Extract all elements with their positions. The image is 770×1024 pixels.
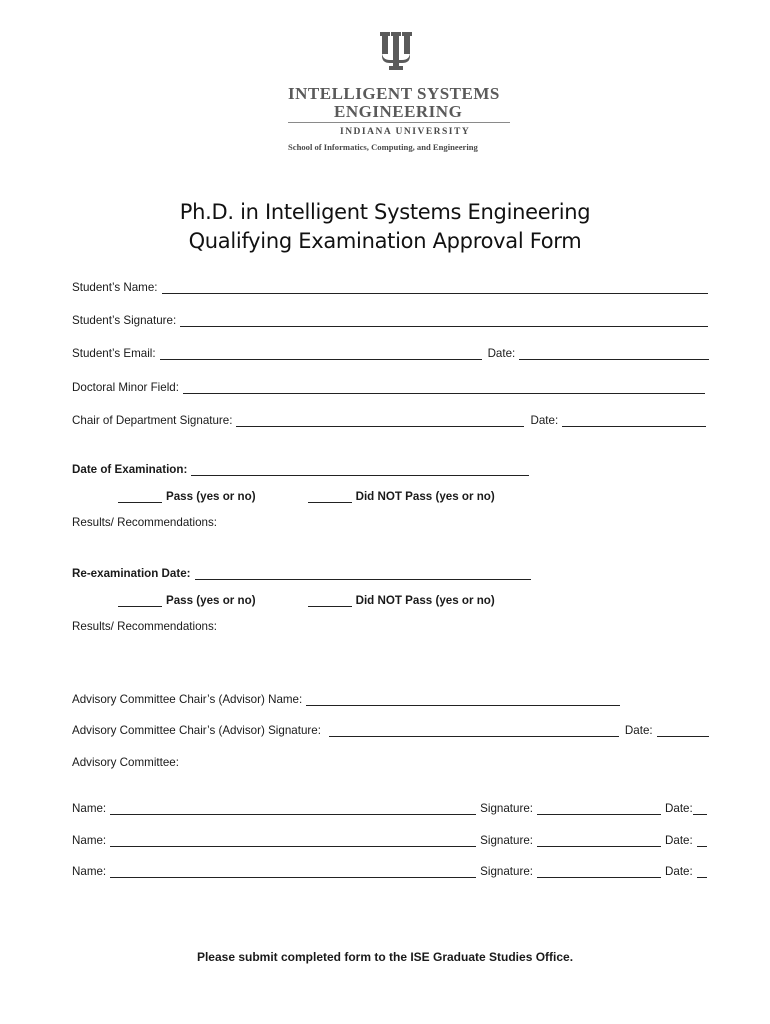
form-title-line1: Ph.D. in Intelligent Systems Engineering (179, 200, 591, 224)
advisory-committee-row (72, 756, 179, 769)
student-signature-field[interactable] (180, 314, 708, 327)
advisor-date-field[interactable] (657, 724, 709, 737)
advisor-date-label: Date: (624, 724, 653, 737)
reexam-did-not-pass-field[interactable] (308, 594, 352, 607)
reexam-date-field[interactable] (195, 567, 531, 580)
committee-member-row-1 (72, 802, 707, 815)
student-email-row (72, 347, 709, 360)
advisory-committee-label: Advisory Committee: (72, 756, 179, 769)
student-signature-row (72, 314, 708, 327)
committee-member-row-2 (72, 834, 707, 847)
student-name-label: Student’s Name: (72, 281, 158, 294)
member-name-field[interactable] (110, 802, 476, 815)
minor-field-input[interactable] (183, 381, 705, 394)
submission-note: Please submit completed form to the ISE Graduate Studies Office. (196, 950, 574, 964)
pass-label: Pass (yes or no) (166, 490, 256, 503)
member-signature-label: Signature: (480, 865, 534, 878)
student-email-label: Student’s Email: (72, 347, 156, 360)
advisor-signature-label: Advisory Committee Chair’s (Advisor) Signature: (72, 724, 321, 737)
member-signature-field[interactable] (537, 802, 661, 815)
reexam-results-row (72, 620, 217, 633)
reexam-pass-label: Pass (yes or no) (166, 594, 256, 607)
member-date-field[interactable] (697, 834, 707, 847)
member-signature-label: Signature: (480, 802, 534, 815)
form-title-line2: Qualifying Examination Approval Form (188, 229, 582, 253)
member-name-field[interactable] (110, 865, 476, 878)
student-email-field[interactable] (160, 347, 482, 360)
iu-trident-logo-icon (378, 32, 414, 74)
exam-result-row (118, 490, 495, 503)
chair-signature-field[interactable] (236, 414, 524, 427)
advisor-name-field[interactable] (306, 693, 620, 706)
member-date-field[interactable] (693, 802, 707, 815)
did-not-pass-field[interactable] (308, 490, 352, 503)
exam-date-row (72, 463, 529, 476)
logo-university: INDIANA UNIVERSITY (340, 127, 471, 137)
member-signature-label: Signature: (480, 834, 534, 847)
advisor-signature-field[interactable] (329, 724, 619, 737)
results-label: Results/ Recommendations: (72, 516, 217, 529)
member-name-label: Name: (72, 834, 107, 847)
member-date-label: Date: (665, 865, 693, 878)
advisor-signature-row (72, 724, 709, 737)
student-name-row (72, 281, 708, 294)
member-signature-field[interactable] (537, 865, 661, 878)
chair-signature-row (72, 414, 706, 427)
logo-divider (288, 122, 510, 123)
reexam-pass-field[interactable] (118, 594, 162, 607)
advisor-name-label: Advisory Committee Chair’s (Advisor) Name: (72, 693, 303, 706)
member-date-label: Date: (665, 802, 693, 815)
email-date-label: Date: (487, 347, 516, 360)
student-name-field[interactable] (162, 281, 708, 294)
committee-member-row-3 (72, 865, 707, 878)
chair-signature-label: Chair of Department Signature: (72, 414, 233, 427)
member-date-label: Date: (665, 834, 693, 847)
exam-date-label: Date of Examination: (72, 463, 188, 476)
student-signature-label: Student’s Signature: (72, 314, 177, 327)
did-not-pass-label: Did NOT Pass (yes or no) (355, 490, 495, 503)
minor-field-label: Doctoral Minor Field: (72, 381, 179, 394)
exam-date-field[interactable] (191, 463, 529, 476)
pass-field[interactable] (118, 490, 162, 503)
member-name-label: Name: (72, 802, 107, 815)
reexam-result-row (118, 594, 495, 607)
reexam-results-label: Results/ Recommendations: (72, 620, 217, 633)
email-date-field[interactable] (519, 347, 709, 360)
reexam-did-not-pass-label: Did NOT Pass (yes or no) (355, 594, 495, 607)
minor-field-row (72, 381, 705, 394)
member-signature-field[interactable] (537, 834, 661, 847)
logo-school: School of Informatics, Computing, and Engineering (288, 142, 478, 152)
chair-date-label: Date: (530, 414, 559, 427)
member-date-field[interactable] (697, 865, 707, 878)
logo-text-line1: INTELLIGENT SYSTEMS (288, 84, 500, 103)
logo-text-line2: ENGINEERING (334, 102, 463, 121)
results-row (72, 516, 217, 529)
advisor-name-row (72, 693, 620, 706)
member-name-field[interactable] (110, 834, 476, 847)
reexam-date-row (72, 567, 531, 580)
member-name-label: Name: (72, 865, 107, 878)
reexam-date-label: Re-examination Date: (72, 567, 191, 580)
chair-date-field[interactable] (562, 414, 706, 427)
